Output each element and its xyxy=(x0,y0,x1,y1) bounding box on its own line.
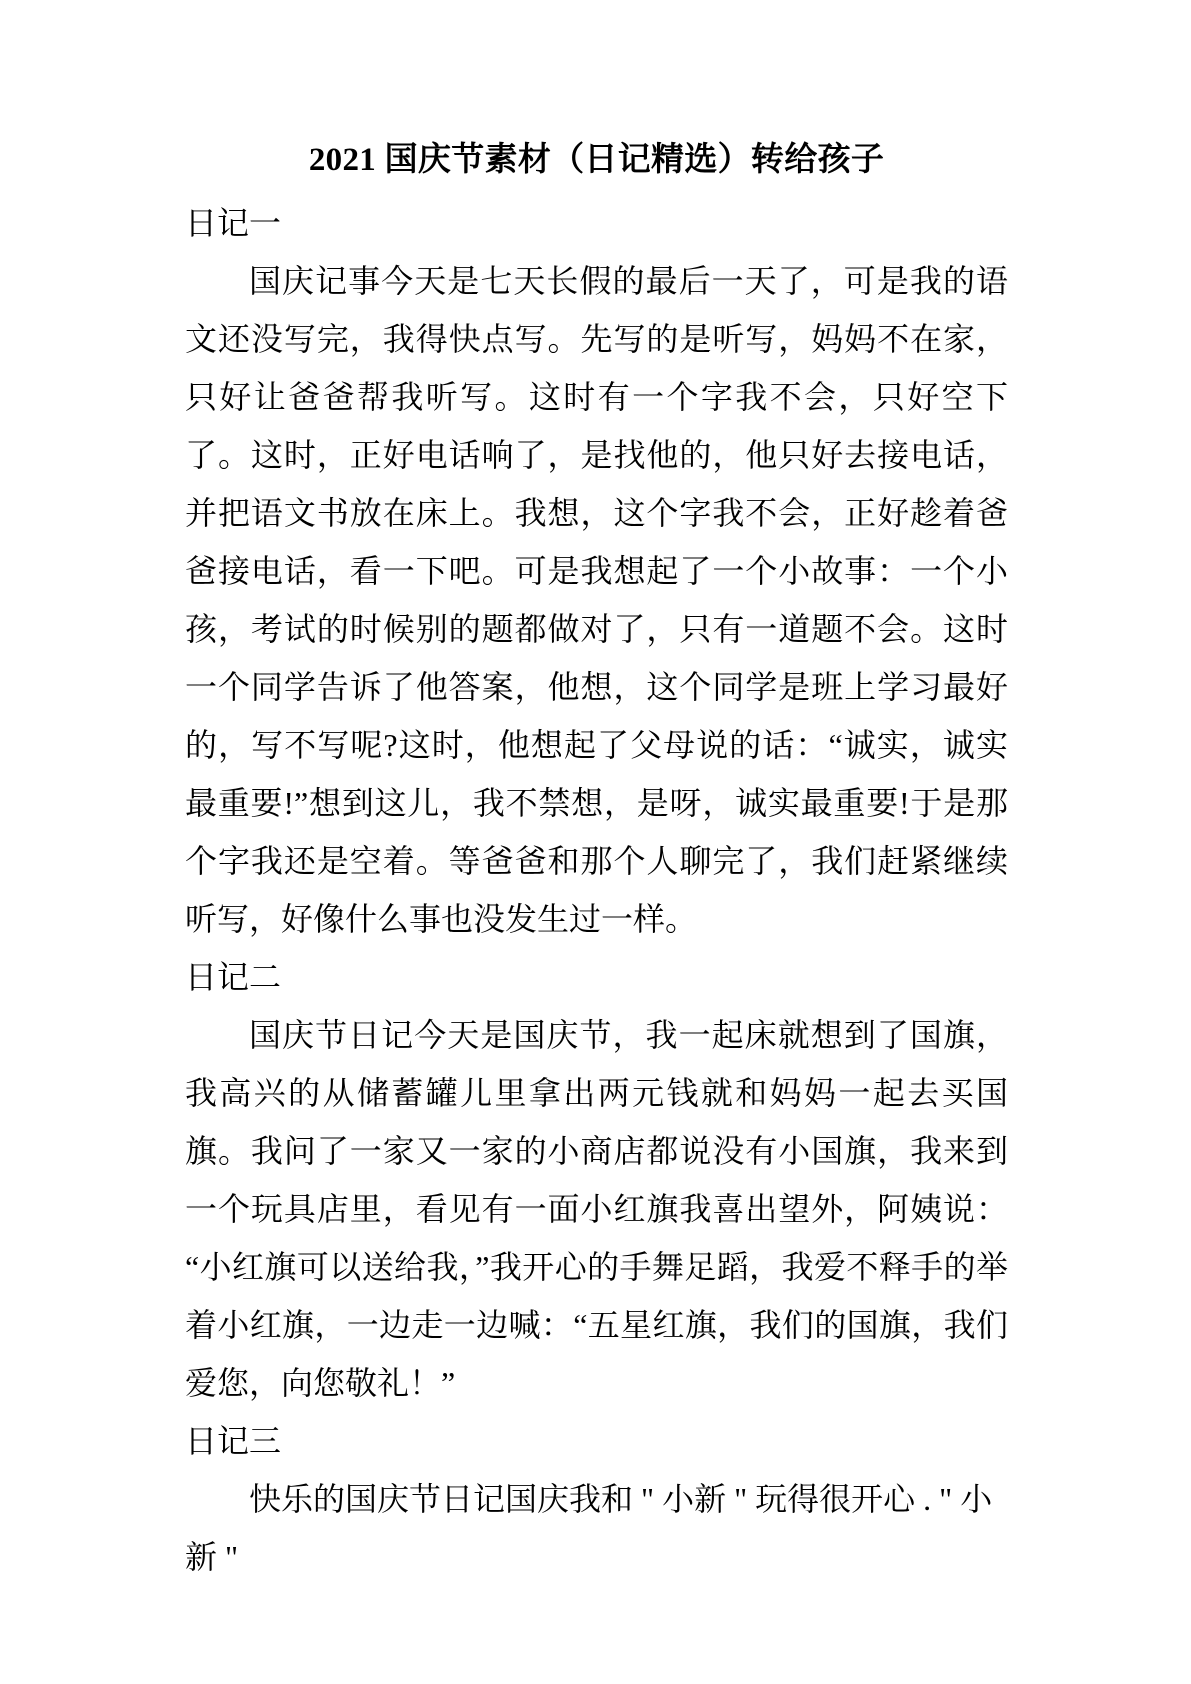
document-content-column xyxy=(185,132,1008,1586)
section-body-diary-3: 快乐的国庆节日记国庆我和 " 小新 " 玩得很开心 . " 小新 " xyxy=(185,1481,993,1575)
section-body-diary-2: 国庆节日记今天是国庆节，我一起床就想到了国旗，我高兴的从储蓄罐儿里拿出两元钱就和妈妈一起去买国旗。我问了一家又一家的小商店都说没有小国旗，我来到一个玩具店里，看见有一面小红旗我喜出望外，阿姨说：“小红旗可以送给我，”我开心的手舞足蹈，我爱不释手的举着小红旗，一边走一边喊：“五星红旗，我们的国旗，我们爱您，向您敬礼！” xyxy=(185,1017,1008,1401)
section-heading-diary-1: 日记一 xyxy=(185,205,282,241)
section-body-diary-1: 国庆记事今天是七天长假的最后一天了，可是我的语文还没写完，我得快点写。先写的是听写，妈妈不在家，只好让爸爸帮我听写。这时有一个字我不会，只好空下了。这时，正好电话响了，是找他的，他只好去接电话，并把语文书放在床上。我想，这个字我不会，正好趁着爸爸接电话，看一下吧。可是我想起了一个小故事：一个小孩，考试的时候别的题都做对了，只有一道题不会。这时一个同学告诉了他答案，他想，这个同学是班上学习最好的，写不写呢?这时，他想起了父母说的话：“诚实，诚实最重要!”想到这儿，我不禁想，是呀，诚实最重要!于是那个字我还是空着。等爸爸和那个人聊完了，我们赶紧继续听写，好像什么事也没发生过一样。 xyxy=(185,263,1008,937)
section-heading-diary-2: 日记二 xyxy=(185,959,282,995)
page-title: 2021 国庆节素材（日记精选）转给孩子 xyxy=(308,142,885,178)
section-heading-diary-3: 日记三 xyxy=(185,1423,282,1459)
